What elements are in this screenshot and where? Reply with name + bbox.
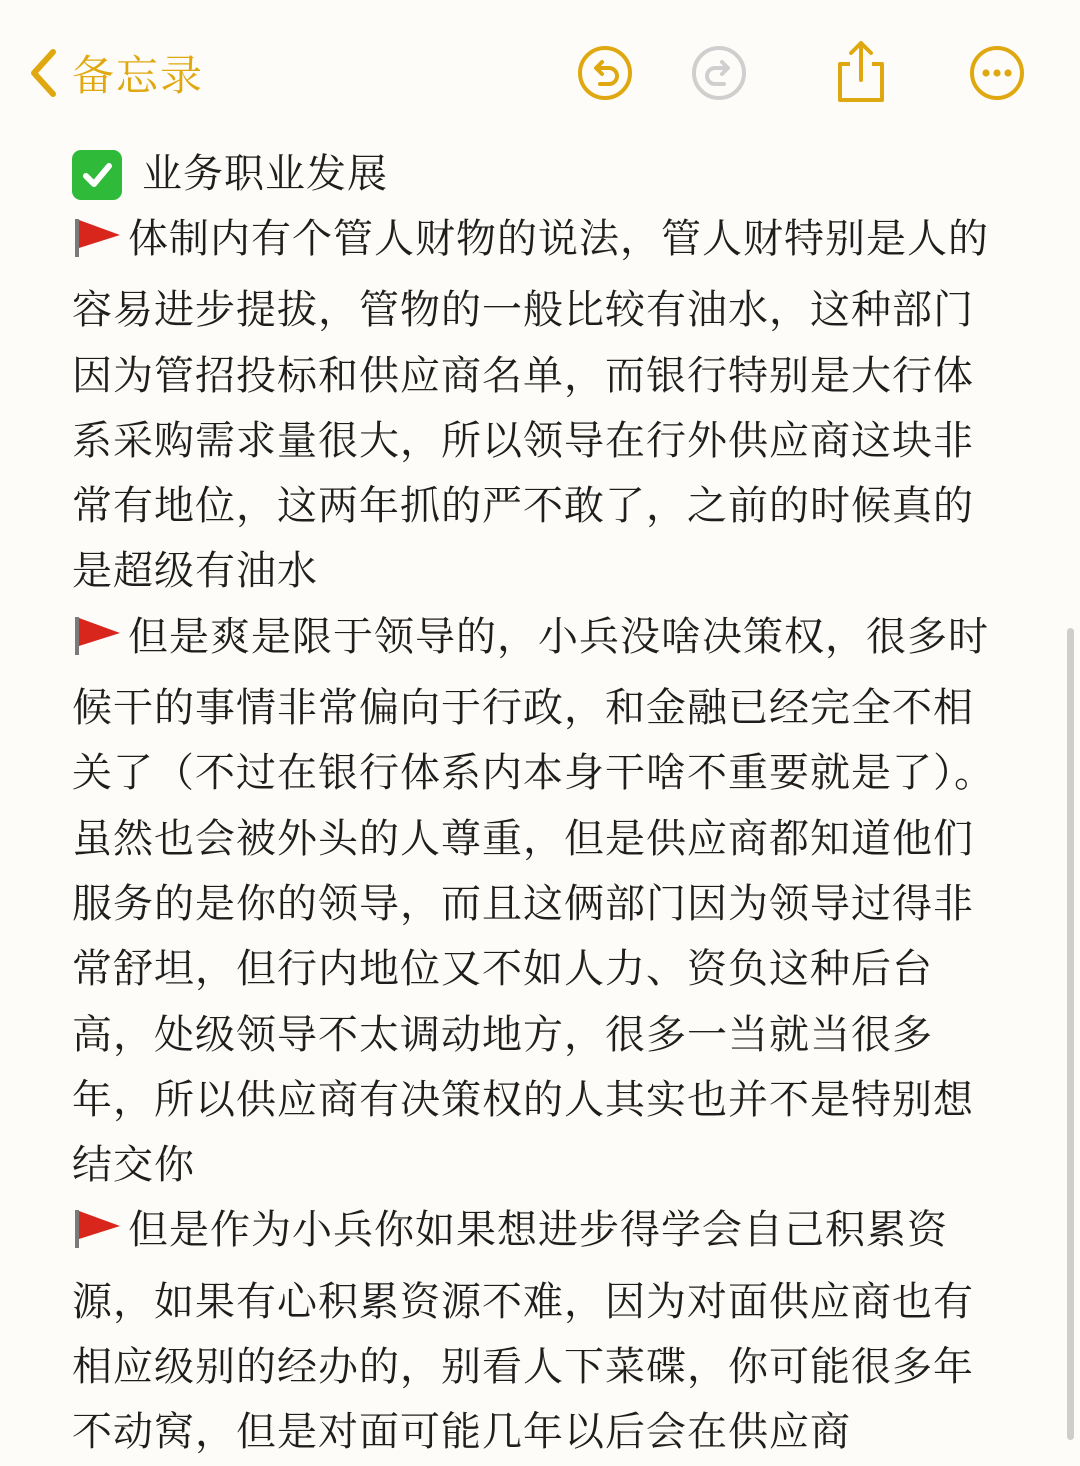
undo-button[interactable] <box>576 44 634 102</box>
back-label: 备忘录 <box>72 51 205 100</box>
note-heading <box>72 142 1012 207</box>
note-paragraph <box>72 207 1012 605</box>
share-icon <box>832 40 890 104</box>
note-paragraph <box>72 605 1012 1199</box>
green-check-icon <box>72 150 122 200</box>
red-flag-icon <box>72 611 122 676</box>
back-button[interactable] <box>28 44 204 102</box>
paragraph-text: 但是爽是限于领导的，小兵没啥决策权，很多时候干的事情非常偏向于行政，和金融已经完全不相关了（不过在银行体系内本身干啥不重要就是了）。虽然也会被外头的人尊重，但是供应商都知道他们服务的是你的领导，而且这俩部门因为领导过得非常舒坦，但行内地位又不如人力、资负这种后台高，处级领导不太调动地方，很多一当就当很多年，所以供应商有决策权的人其实也并不是特别想结交你 <box>72 613 995 1189</box>
navigation-bar <box>0 0 1080 140</box>
paragraph-text: 体制内有个管人财物的说法，管人财特别是人的容易进步提拔，管物的一般比较有油水，这种部门因为管招投标和供应商名单，而银行特别是大行体系采购需求量很大，所以领导在行外供应商这块非常有地位，这两年抓的严不敢了，之前的时候真的是超级有油水 <box>72 216 989 595</box>
note-paragraph <box>72 1198 1012 1465</box>
red-flag-icon <box>72 1204 122 1269</box>
scrollbar[interactable] <box>1067 628 1074 1440</box>
share-button[interactable] <box>832 40 890 104</box>
redo-icon <box>690 44 748 102</box>
heading-text: 业务职业发展 <box>142 150 388 197</box>
red-flag-icon <box>72 213 122 278</box>
note-body[interactable] <box>72 142 1012 1466</box>
chevron-left-icon <box>28 48 58 98</box>
redo-button[interactable] <box>690 44 748 102</box>
undo-icon <box>576 44 634 102</box>
more-icon <box>968 44 1026 102</box>
paragraph-text: 但是作为小兵你如果想进步得学会自己积累资源，如果有心积累资源不难，因为对面供应商也有相应级别的经办的，别看人下菜碟，你可能很多年不动窝，但是对面可能几年以后会在供应商 <box>72 1207 974 1456</box>
more-button[interactable] <box>968 44 1026 102</box>
